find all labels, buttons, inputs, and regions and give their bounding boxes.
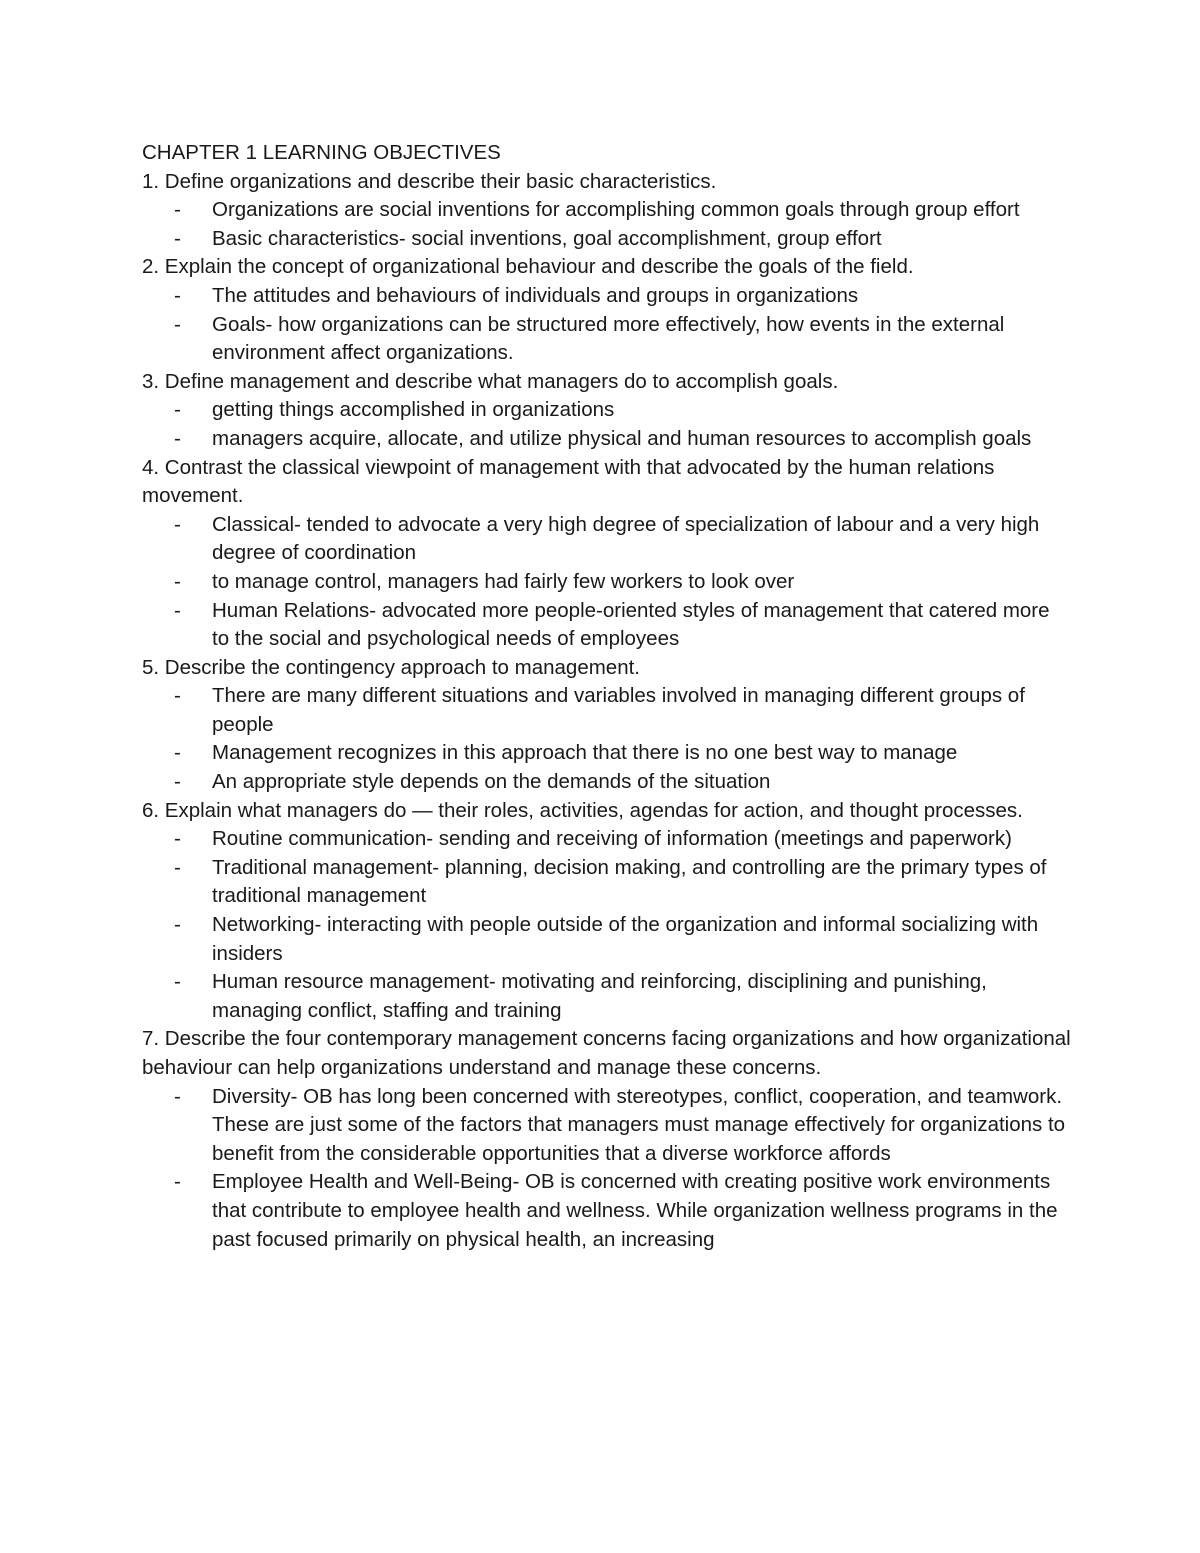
dash-bullet-icon: - bbox=[174, 283, 181, 307]
bullet-item bbox=[142, 597, 1072, 654]
bullet-text: An appropriate style depends on the demands of the situation bbox=[212, 770, 771, 794]
dash-bullet-icon: - bbox=[174, 398, 181, 422]
bullet-text: Traditional management- planning, decision making, and controlling are the primary types of traditional management bbox=[212, 855, 1047, 908]
objective-heading: 1. Define organizations and describe their basic characteristics. bbox=[142, 169, 717, 193]
bullet-item bbox=[142, 396, 1072, 425]
bullet-item bbox=[142, 282, 1072, 311]
bullet-item bbox=[142, 311, 1072, 368]
dash-bullet-icon: - bbox=[174, 226, 181, 250]
bullet-item bbox=[142, 511, 1072, 568]
bullet-text: The attitudes and behaviours of individuals and groups in organizations bbox=[212, 283, 859, 307]
dash-bullet-icon: - bbox=[174, 827, 181, 851]
bullet-text: Routine communication- sending and receiving of information (meetings and paperwork) bbox=[212, 827, 1012, 851]
bullet-item bbox=[142, 825, 1072, 854]
bullet-text: Classical- tended to advocate a very high degree of specialization of labour and a very high degree of coordination bbox=[212, 512, 1040, 565]
dash-bullet-icon: - bbox=[174, 970, 181, 994]
bullet-list bbox=[142, 282, 1072, 368]
bullet-text: Organizations are social inventions for accomplishing common goals through group effort bbox=[212, 198, 1020, 222]
bullet-text: Employee Health and Well-Being- OB is concerned with creating positive work environments that contribute to employee health and wellness. While organization wellness programs in the past focused primarily on physical health, an increasing bbox=[212, 1170, 1058, 1251]
bullet-text: getting things accomplished in organizations bbox=[212, 398, 615, 422]
bullet-item bbox=[142, 968, 1072, 1025]
bullet-item bbox=[142, 768, 1072, 797]
dash-bullet-icon: - bbox=[174, 426, 181, 450]
document-page bbox=[142, 139, 1072, 1254]
bullet-list bbox=[142, 825, 1072, 1025]
bullet-text: There are many different situations and variables involved in managing different groups of people bbox=[212, 684, 1025, 736]
bullet-item bbox=[142, 1083, 1072, 1169]
dash-bullet-icon: - bbox=[174, 512, 181, 536]
dash-bullet-icon: - bbox=[174, 741, 181, 765]
dash-bullet-icon: - bbox=[174, 770, 181, 794]
dash-bullet-icon: - bbox=[174, 684, 181, 708]
bullet-text: Human resource management- motivating and reinforcing, disciplining and punishing, managing conflict, staffing and training bbox=[212, 970, 987, 1022]
dash-bullet-icon: - bbox=[174, 1084, 181, 1108]
objective-block bbox=[142, 797, 1072, 1026]
objective-heading: 3. Define management and describe what managers do to accomplish goals. bbox=[142, 369, 839, 393]
dash-bullet-icon: - bbox=[174, 569, 181, 593]
document-title: CHAPTER 1 LEARNING OBJECTIVES bbox=[142, 141, 501, 164]
bullet-item bbox=[142, 196, 1072, 225]
objective-block bbox=[142, 368, 1072, 454]
dash-bullet-icon: - bbox=[174, 198, 181, 222]
objective-block bbox=[142, 454, 1072, 654]
dash-bullet-icon: - bbox=[174, 913, 181, 937]
bullet-item bbox=[142, 1168, 1072, 1254]
objective-heading: 6. Explain what managers do — their roles, activities, agendas for action, and thought processes. bbox=[142, 798, 1023, 822]
bullet-list bbox=[142, 396, 1072, 453]
bullet-item bbox=[142, 911, 1072, 968]
bullet-text: Goals- how organizations can be structured more effectively, how events in the external environment affect organizations. bbox=[212, 312, 1005, 365]
bullet-item bbox=[142, 854, 1072, 911]
bullet-item bbox=[142, 568, 1072, 597]
bullet-item bbox=[142, 682, 1072, 739]
bullet-text: Networking- interacting with people outside of the organization and informal socializing with insiders bbox=[212, 913, 1039, 965]
bullet-text: Management recognizes in this approach that there is no one best way to manage bbox=[212, 741, 958, 765]
bullet-text: to manage control, managers had fairly few workers to look over bbox=[212, 569, 795, 593]
bullet-list bbox=[142, 1083, 1072, 1255]
bullet-item bbox=[142, 739, 1072, 768]
bullet-text: managers acquire, allocate, and utilize physical and human resources to accomplish goals bbox=[212, 426, 1032, 450]
objective-heading: 5. Describe the contingency approach to management. bbox=[142, 655, 640, 679]
bullet-list bbox=[142, 682, 1072, 796]
bullet-text: Human Relations- advocated more people-oriented styles of management that catered more to the social and psychological needs of employees bbox=[212, 598, 1050, 651]
dash-bullet-icon: - bbox=[174, 855, 181, 879]
objectives-list bbox=[142, 168, 1072, 1255]
objective-block bbox=[142, 654, 1072, 797]
bullet-item bbox=[142, 425, 1072, 454]
objective-block bbox=[142, 168, 1072, 254]
bullet-list bbox=[142, 196, 1072, 253]
objective-heading: 4. Contrast the classical viewpoint of management with that advocated by the human relations movement. bbox=[142, 455, 995, 508]
objective-heading: 7. Describe the four contemporary management concerns facing organizations and how organizational behaviour can help organizations understand and manage these concerns. bbox=[142, 1027, 1071, 1079]
bullet-item bbox=[142, 225, 1072, 254]
objective-heading: 2. Explain the concept of organizational behaviour and describe the goals of the field. bbox=[142, 255, 914, 279]
objective-block bbox=[142, 253, 1072, 367]
bullet-list bbox=[142, 511, 1072, 654]
dash-bullet-icon: - bbox=[174, 1170, 181, 1194]
bullet-text: Diversity- OB has long been concerned with stereotypes, conflict, cooperation, and teamwork. These are just some of the factors that managers must manage effectively for organizations to benefit from the considerable opportunities that a diverse workforce affords bbox=[212, 1084, 1066, 1165]
bullet-text: Basic characteristics- social inventions, goal accomplishment, group effort bbox=[212, 226, 882, 250]
dash-bullet-icon: - bbox=[174, 312, 181, 336]
objective-block bbox=[142, 1025, 1072, 1254]
dash-bullet-icon: - bbox=[174, 598, 181, 622]
